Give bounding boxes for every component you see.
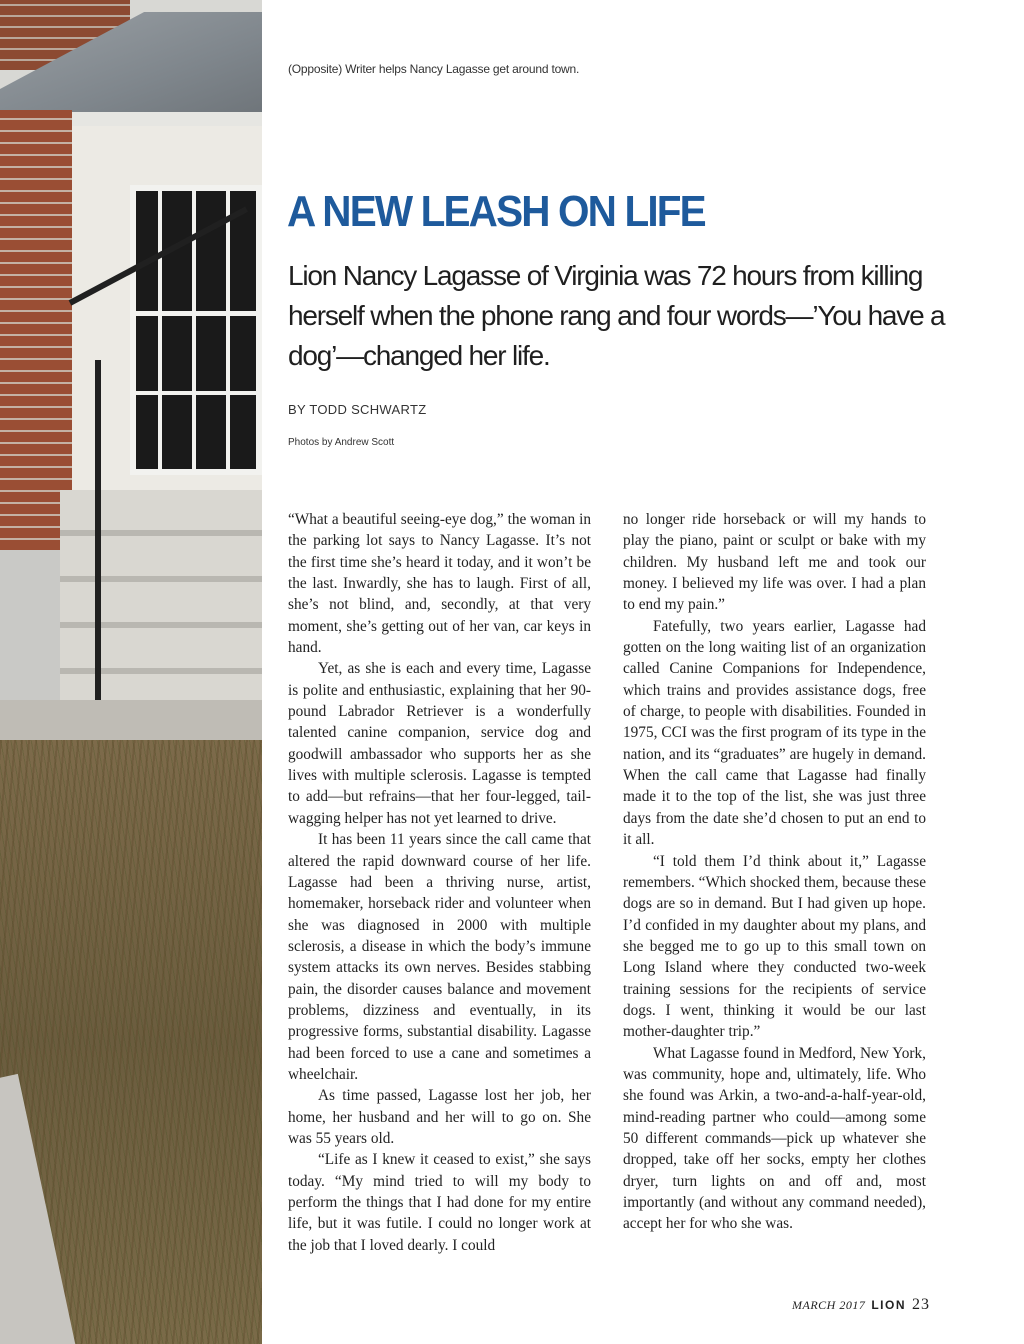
photo-caption: (Opposite) Writer helps Nancy Lagasse get around town. xyxy=(288,62,580,76)
paragraph: Fatefully, two years earlier, Lagasse had gotten on the long waiting list of an organization called Canine Companions for Independence, which trains and provides assistance dogs, free of charge, to people with disabilities. Founded in 1975, CCI was the first program of its type in the nation, and its “graduates” are hugely in demand. When the call came that Lagasse had finally made it to the top of the list, she was just three days from the date she’d chosen to put an end to it all. xyxy=(623,617,926,849)
byline: BY TODD SCHWARTZ xyxy=(288,402,427,417)
page-footer xyxy=(792,1296,930,1314)
page-number: 23 xyxy=(912,1296,930,1313)
paragraph: What Lagasse found in Medford, New York, was community, hope and, ultimately, life. Who she found was Arkin, a two-and-a-half-year-old, mind-reading partner who could—among some 50 different commands—pick up whatever she dropped, take off her socks, empty her clothes dryer, turn lights on and off and, most importantly (and without any command needed), accept her for who she was. xyxy=(623,1044,926,1233)
paragraph: It has been 11 years since the call came that altered the rapid downward course of her life. Lagasse had been a thriving nurse, artist, homemaker, horseback rider and volunteer when she was diagnosed in 2000 with multiple sclerosis, a disease in which the body’s immune system attacks its own nerves. Besides stabbing pain, the disorder causes balance and movement problems, dizziness and eventually, in its progressive forms, substantial disability. Lagasse had been forced to use a cane and sometimes a wheelchair. xyxy=(288,831,591,1083)
issue-date: MARCH 2017 xyxy=(792,1298,866,1312)
paragraph: “What a beautiful seeing-eye dog,” the woman in the parking lot says to Nancy Lagasse. It’s not the first time she’s heard it today, and it won’t be the last. Inwardly, she has to laugh. First of all, she’s not blind, and, secondly, at that very moment, she’s getting out of her van, car keys in hand. xyxy=(288,511,591,657)
paragraph: no longer ride horseback or will my hands to play the piano, paint or sculpt or bake with my children. My husband left me and took our money. I believed my life was over. I had a plan to end my pain.” xyxy=(623,511,926,614)
magazine-name: LION xyxy=(871,1298,906,1312)
paragraph: As time passed, Lagasse lost her job, her home, her husband and her will to go on. She was 55 years old. xyxy=(288,1087,591,1147)
article-headline: A NEW LEASH ON LIFE xyxy=(287,187,705,236)
handrail xyxy=(95,360,101,700)
photo-credit: Photos by Andrew Scott xyxy=(288,437,395,448)
article-deck: Lion Nancy Lagasse of Virginia was 72 hours from killing herself when the phone rang and four words—’You have a dog’—changed her life. xyxy=(288,260,945,371)
body-column-left xyxy=(288,509,591,1256)
brick-pillar xyxy=(0,110,72,550)
body-column-right xyxy=(623,509,926,1235)
opening-photo xyxy=(0,0,262,1344)
paragraph: “Life as I knew it ceased to exist,” she says today. “My mind tried to will my body to perform the things that I had done for my entire life, but it was futile. I could no longer work at the job that I loved dearly. I could xyxy=(288,1151,591,1254)
paragraph: “I told them I’d think about it,” Lagasse remembers. “Which shocked them, because these dogs are so in demand. But I had given up hope. I’d confided in my daughter about my plans, and she begged me to go up to this small town on Long Island where they conducted two-week training sessions for the recipients of service dogs. I went, thinking it would be our last mother-daughter trip.” xyxy=(623,852,926,1041)
paragraph: Yet, as she is each and every time, Lagasse is polite and enthusiastic, explaining that her 90-pound Labrador Retriever is a wonderfully talented canine companion, service dog and goodwill ambassador who supports her as she lives with multiple sclerosis. Lagasse is tempted to add—but refrains—that her four-legged, tail-wagging helper has not yet learned to drive. xyxy=(288,660,591,827)
house-window xyxy=(130,185,262,475)
